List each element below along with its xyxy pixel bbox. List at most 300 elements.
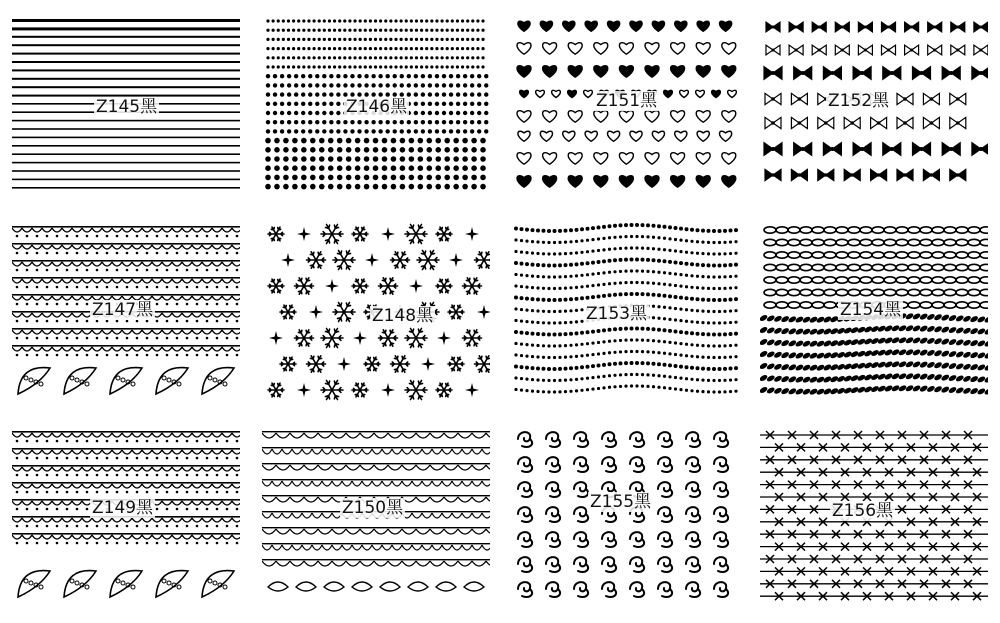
dot (569, 366, 573, 370)
dot (569, 275, 572, 278)
lace-dot (196, 320, 199, 323)
dot (272, 29, 275, 32)
lace-dot (126, 440, 129, 443)
lace-dot (166, 320, 169, 323)
dot (277, 19, 280, 22)
dot (456, 120, 460, 124)
dot (630, 223, 634, 227)
dot (646, 339, 649, 342)
dot (630, 246, 633, 249)
rope-twist (976, 375, 986, 383)
dot (729, 378, 732, 381)
dot (333, 29, 336, 32)
dot (343, 29, 346, 32)
dot (435, 38, 438, 41)
dot (542, 310, 545, 313)
dot (373, 165, 379, 171)
heart-icon (722, 111, 736, 122)
lace-ring (167, 378, 171, 382)
bow-knot (771, 25, 774, 28)
dot (442, 129, 446, 133)
dot (480, 156, 486, 162)
lace-dot (26, 474, 29, 477)
dot (343, 120, 347, 124)
sheet-code-label: Z146黑 (346, 97, 408, 117)
dot (446, 65, 449, 68)
dot (374, 19, 377, 22)
lace-dot (36, 235, 39, 238)
dot (514, 388, 517, 391)
dot (586, 227, 590, 231)
dot (420, 29, 423, 32)
stripe (12, 145, 240, 147)
dot (329, 111, 333, 115)
dot (471, 147, 477, 153)
dot (619, 281, 622, 284)
dot (542, 390, 545, 393)
lace-dot (166, 474, 169, 477)
dot (280, 129, 284, 133)
dot (382, 138, 388, 144)
dot (421, 120, 425, 124)
dot (315, 92, 319, 96)
chain-link (920, 289, 932, 295)
swirl-icon (546, 582, 560, 597)
chain-link (812, 289, 824, 295)
lace-dot (116, 525, 119, 528)
chain-link (908, 264, 920, 270)
bow-knot (841, 48, 844, 51)
lace-dot (186, 542, 189, 545)
dot (405, 29, 408, 32)
dot (701, 229, 705, 233)
dot (520, 354, 523, 357)
rope-twist (926, 337, 936, 345)
lace-dot (26, 337, 29, 340)
dot (679, 261, 683, 265)
heart-icon (696, 66, 710, 77)
lace-dot (216, 337, 219, 340)
dot (346, 138, 352, 144)
lace-dot (16, 508, 19, 511)
dot (378, 129, 382, 133)
lace-dot (106, 457, 109, 460)
dot (328, 138, 334, 144)
lace-dot (46, 337, 49, 340)
dot (277, 38, 280, 41)
lace-dot (206, 440, 209, 443)
heart-icon (671, 176, 685, 187)
dot (328, 38, 331, 41)
dot (418, 138, 424, 144)
dot (319, 165, 325, 171)
lace-dot (76, 354, 79, 357)
dot (414, 83, 418, 87)
dot (476, 56, 479, 59)
dot (652, 339, 655, 342)
dot (701, 275, 704, 278)
lace-dot (106, 337, 109, 340)
dot (679, 273, 682, 276)
dot (364, 129, 368, 133)
lace-dot (176, 320, 179, 323)
swirl-icon (658, 482, 672, 497)
bow-knot (824, 121, 828, 125)
dot (586, 261, 590, 265)
dot (613, 293, 617, 297)
dot (536, 344, 539, 347)
dot (712, 344, 715, 347)
chain-link (968, 289, 980, 295)
dot (310, 156, 316, 162)
lace-dot (156, 269, 159, 272)
rope-twist (816, 351, 826, 359)
dot (456, 56, 459, 59)
dot (624, 327, 628, 331)
stripe (12, 137, 240, 139)
dot (690, 331, 694, 335)
dot (461, 56, 464, 59)
dot (547, 390, 550, 393)
snowflake-icon (436, 227, 452, 241)
dot (318, 65, 321, 68)
dot (630, 327, 634, 331)
dot (663, 352, 666, 355)
dot (462, 156, 468, 162)
lace-dot (176, 337, 179, 340)
lace-ring (29, 581, 33, 585)
rope-twist (940, 313, 950, 321)
lace-dot (16, 457, 19, 460)
lace-edge (12, 431, 240, 433)
lace-dot (96, 320, 99, 323)
lace-dot (166, 508, 169, 511)
dot (470, 120, 474, 124)
sheet-code-label: Z156黑 (832, 501, 894, 521)
lace-dot (156, 252, 159, 255)
dot (734, 240, 737, 243)
snowflake-icon (280, 305, 296, 319)
dot (425, 38, 428, 41)
lace-edge (262, 431, 490, 432)
dot (371, 83, 375, 87)
rope-twist (787, 351, 797, 359)
dot (525, 320, 528, 323)
dot (635, 269, 638, 272)
dot (525, 228, 529, 232)
bow-knot (903, 173, 907, 177)
lace-dot (216, 457, 219, 460)
dot (696, 275, 699, 278)
heart-icon (630, 131, 642, 141)
dot (569, 355, 572, 358)
rope-twist (912, 348, 922, 356)
dot (373, 175, 379, 181)
dot (525, 355, 528, 358)
lace-dot (146, 542, 149, 545)
dot (564, 287, 567, 290)
lace-dot (196, 252, 199, 255)
dot (520, 388, 523, 391)
dot (394, 29, 397, 32)
chain-link (944, 239, 956, 245)
lace-dot (146, 337, 149, 340)
dot (338, 19, 341, 22)
dot (301, 138, 307, 144)
lace-dot (206, 235, 209, 238)
chain-link (788, 239, 800, 245)
dot (456, 47, 459, 50)
dot (536, 321, 539, 324)
lace-ring (131, 585, 135, 589)
lace-scallop (12, 484, 240, 488)
dot (297, 56, 300, 59)
dot (471, 156, 477, 162)
swirl-icon (546, 557, 560, 572)
heart-icon (594, 153, 608, 164)
dot (421, 92, 425, 96)
dot (696, 366, 700, 370)
lace-dot (16, 337, 19, 340)
dot (734, 252, 737, 255)
dot (723, 356, 726, 359)
dot (364, 138, 370, 144)
dot (602, 363, 606, 367)
dot (430, 56, 433, 59)
dot (701, 298, 705, 302)
heart-icon (719, 21, 731, 31)
dot (580, 274, 583, 277)
dot (718, 287, 721, 290)
chain-link (788, 264, 800, 270)
sticker-sheet-z146 (262, 15, 490, 195)
dot (668, 375, 671, 378)
chain-link (860, 252, 872, 258)
lace-dot (26, 354, 29, 357)
stripe (12, 179, 240, 181)
chain-link (848, 264, 860, 270)
bow-knot (798, 121, 802, 125)
dot (308, 92, 312, 96)
dot (696, 263, 700, 267)
dot (712, 263, 716, 267)
rope-twist (884, 348, 894, 356)
dot (723, 298, 727, 302)
dot (442, 92, 446, 96)
dot (553, 379, 556, 382)
lace-dot (56, 491, 59, 494)
dot (440, 65, 443, 68)
dot (369, 29, 372, 32)
dot (564, 263, 568, 267)
lace-dot (86, 286, 89, 289)
swirl-icon (602, 582, 616, 597)
dot (624, 223, 628, 227)
dot (668, 306, 671, 309)
dot (394, 56, 397, 59)
dot (630, 373, 633, 376)
swirl-icon (546, 532, 560, 547)
dot (619, 223, 623, 227)
dot (319, 147, 325, 153)
heart-icon (696, 111, 710, 122)
dot (400, 120, 404, 124)
dot (364, 156, 370, 162)
dot (307, 19, 310, 22)
snowflake-icon (352, 279, 368, 293)
dot (690, 320, 693, 323)
star-icon (309, 305, 323, 319)
lace-dot (16, 474, 19, 477)
dot (646, 235, 649, 238)
dot (425, 47, 428, 50)
bow-knot (860, 147, 864, 151)
dot (297, 29, 300, 32)
dot (400, 83, 404, 87)
lace-dot (96, 491, 99, 494)
dot (350, 120, 354, 124)
dot (542, 379, 545, 382)
dot (435, 184, 441, 190)
heart-icon (697, 21, 709, 31)
dot (430, 47, 433, 50)
lace-dot (76, 440, 79, 443)
rope-twist (802, 388, 812, 396)
dot (266, 65, 269, 68)
rope-twist (912, 360, 922, 368)
dot (701, 287, 704, 290)
lace-dot (36, 457, 39, 460)
dot (435, 47, 438, 50)
heart-icon (722, 153, 736, 164)
chain-link (908, 252, 920, 258)
snowflake-icon (352, 227, 368, 241)
lace-dot (116, 474, 119, 477)
dot (283, 165, 289, 171)
lace-dot (226, 525, 229, 528)
lace-dot (36, 252, 39, 255)
lace-dot (226, 269, 229, 272)
dot (338, 47, 341, 50)
dot (461, 47, 464, 50)
dot (357, 74, 361, 78)
dot (410, 65, 413, 68)
lace-dot (226, 303, 229, 306)
lace-dot (166, 491, 169, 494)
dot (712, 287, 715, 290)
rope-twist (969, 327, 979, 335)
dot (389, 56, 392, 59)
lace-ring (70, 376, 74, 380)
heart-icon (543, 111, 557, 122)
dot (635, 235, 638, 238)
bow-knot (933, 48, 936, 51)
swirl-icon (518, 482, 532, 497)
dot (707, 356, 710, 359)
heart-icon (552, 90, 561, 97)
dot (292, 47, 295, 50)
snowflake-icon (321, 329, 343, 348)
dot (641, 327, 645, 331)
dot (283, 156, 289, 162)
rope-twist (802, 316, 812, 324)
dot (597, 352, 600, 355)
dot (591, 238, 594, 241)
dot (283, 175, 289, 181)
chain-link (788, 302, 800, 308)
dot (410, 19, 413, 22)
snowflake-icon (436, 383, 452, 397)
lace-dot (166, 235, 169, 238)
dot (420, 47, 423, 50)
dot (531, 252, 534, 255)
lace-ring (24, 376, 28, 380)
dot (428, 92, 432, 96)
dot (690, 274, 693, 277)
chain-link (872, 289, 884, 295)
dot (297, 38, 300, 41)
dot (266, 74, 270, 78)
dot (292, 138, 298, 144)
heart-icon (719, 131, 731, 141)
chain-link (812, 227, 824, 233)
swirls-pattern (512, 425, 740, 610)
lace-dot (46, 286, 49, 289)
lace-ring (131, 382, 135, 386)
dot (359, 19, 362, 22)
dot (685, 365, 689, 369)
chain-link (764, 239, 776, 245)
lace-dot (146, 286, 149, 289)
dot (641, 258, 645, 262)
dot (591, 341, 594, 344)
lace-dot (176, 303, 179, 306)
dot (373, 184, 379, 190)
chain-link (920, 277, 932, 283)
rope-twist (773, 387, 783, 395)
dot (729, 240, 732, 243)
dot (580, 239, 583, 242)
dot (322, 74, 326, 78)
lace-dot (76, 235, 79, 238)
dot (514, 376, 517, 379)
dot (400, 175, 406, 181)
dot (480, 147, 486, 153)
chain-link (812, 264, 824, 270)
dot (591, 387, 594, 390)
lace-edge (262, 543, 490, 544)
dot (630, 281, 633, 284)
chain-link (764, 252, 776, 258)
dot (409, 147, 415, 153)
sticker-sheet-z148 (262, 220, 490, 402)
swirl-icon (714, 582, 728, 597)
star-icon (297, 227, 311, 241)
dot (602, 271, 605, 274)
dot (652, 385, 655, 388)
dot (379, 47, 382, 50)
rope-twist (816, 339, 826, 347)
dot (338, 38, 341, 41)
bow-knot (850, 121, 854, 125)
bow-knot (956, 173, 960, 177)
dot (410, 38, 413, 41)
dot (674, 353, 677, 356)
lace-dot (216, 508, 219, 511)
heart-icon (671, 153, 685, 164)
snowflake-icon (379, 278, 398, 294)
dot (446, 38, 449, 41)
